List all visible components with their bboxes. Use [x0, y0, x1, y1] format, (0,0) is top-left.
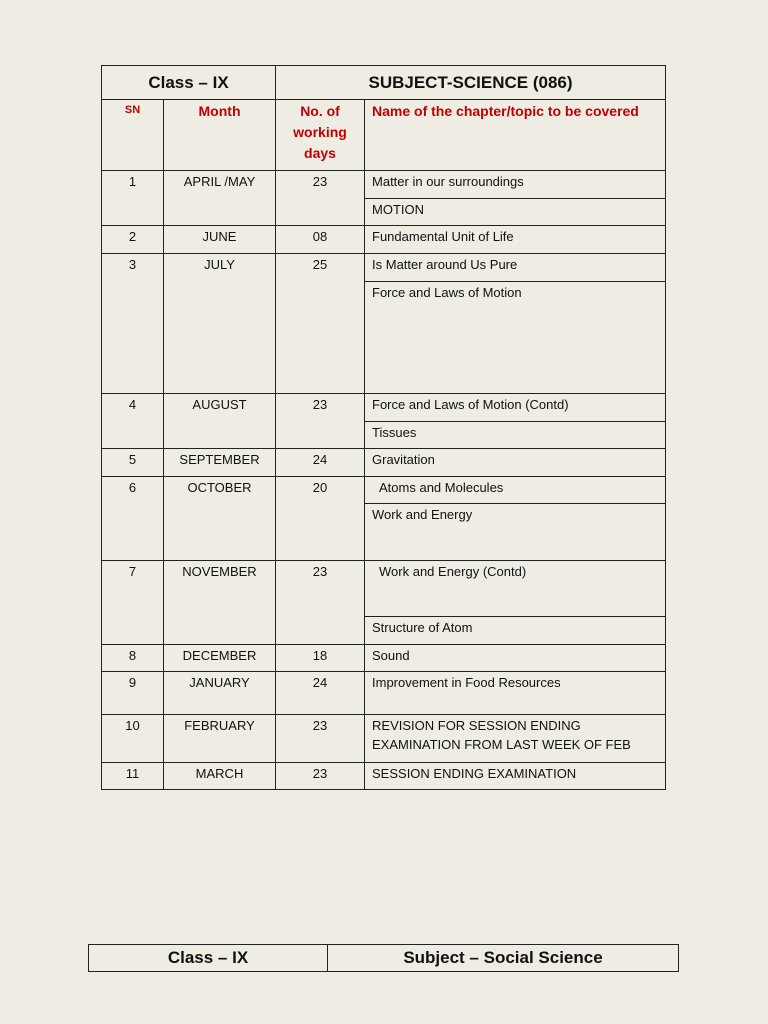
title-row: [102, 66, 666, 100]
table-row: [102, 171, 666, 199]
sn-cell: 10: [102, 715, 164, 763]
sn-cell: 3: [102, 254, 164, 394]
month-cell: JUNE: [164, 226, 276, 254]
sn-cell: 8: [102, 645, 164, 672]
days-cell: 20: [276, 477, 365, 561]
table-row: [102, 763, 666, 790]
month-cell: FEBRUARY: [164, 715, 276, 763]
days-cell: 23: [276, 561, 365, 645]
topic-cell: Improvement in Food Resources: [365, 672, 666, 715]
sn-cell: 7: [102, 561, 164, 645]
topic-cell: Structure of Atom: [365, 617, 666, 645]
social-science-table: [88, 944, 679, 972]
topic-cell: Force and Laws of Motion (Contd): [365, 394, 666, 422]
working-days-header: No. of working days: [276, 100, 365, 171]
month-header: Month: [164, 100, 276, 171]
sn-cell: 6: [102, 477, 164, 561]
class-title: Class – IX: [89, 945, 328, 972]
days-cell: 23: [276, 394, 365, 449]
sn-cell: 11: [102, 763, 164, 790]
topic-header: Name of the chapter/topic to be covered: [365, 100, 666, 171]
science-syllabus-table: [101, 65, 666, 790]
topic-cell: Matter in our surroundings: [365, 171, 666, 199]
topic-cell: Work and Energy (Contd): [365, 561, 666, 617]
topic-cell: SESSION ENDING EXAMINATION: [365, 763, 666, 790]
table-row: [102, 449, 666, 477]
days-cell: 23: [276, 763, 365, 790]
sn-cell: 2: [102, 226, 164, 254]
topic-cell: Gravitation: [365, 449, 666, 477]
days-cell: 18: [276, 645, 365, 672]
topic-cell: REVISION FOR SESSION ENDING EXAMINATION FROM LAST WEEK OF FEB: [365, 715, 666, 763]
sn-header: SN: [102, 100, 164, 171]
month-cell: OCTOBER: [164, 477, 276, 561]
table-row: [102, 672, 666, 715]
table-row: [102, 561, 666, 617]
title-row: [89, 945, 679, 972]
table-row: [102, 715, 666, 763]
table-row: [102, 226, 666, 254]
column-header-row: [102, 100, 666, 171]
topic-cell: Atoms and Molecules: [365, 477, 666, 504]
days-cell: 24: [276, 449, 365, 477]
topic-cell: Tissues: [365, 422, 666, 449]
days-cell: 08: [276, 226, 365, 254]
subject-title: Subject – Social Science: [328, 945, 679, 972]
month-cell: DECEMBER: [164, 645, 276, 672]
class-title: Class – IX: [102, 66, 276, 100]
days-cell: 24: [276, 672, 365, 715]
sn-cell: 4: [102, 394, 164, 449]
topic-cell: MOTION: [365, 199, 666, 226]
days-cell: 23: [276, 715, 365, 763]
table-row: [102, 254, 666, 282]
month-cell: SEPTEMBER: [164, 449, 276, 477]
days-cell: 25: [276, 254, 365, 394]
topic-cell: Is Matter around Us Pure: [365, 254, 666, 282]
days-cell: 23: [276, 171, 365, 226]
month-cell: AUGUST: [164, 394, 276, 449]
table-row: [102, 645, 666, 672]
topic-cell: Sound: [365, 645, 666, 672]
table-row: [102, 477, 666, 504]
month-cell: MARCH: [164, 763, 276, 790]
month-cell: NOVEMBER: [164, 561, 276, 645]
table-row: [102, 394, 666, 422]
sn-cell: 9: [102, 672, 164, 715]
month-cell: JULY: [164, 254, 276, 394]
month-cell: APRIL /MAY: [164, 171, 276, 226]
subject-title: SUBJECT-SCIENCE (086): [276, 66, 666, 100]
month-cell: JANUARY: [164, 672, 276, 715]
topic-cell: Force and Laws of Motion: [365, 282, 666, 394]
sn-cell: 1: [102, 171, 164, 226]
sn-cell: 5: [102, 449, 164, 477]
topic-cell: Work and Energy: [365, 504, 666, 561]
topic-cell: Fundamental Unit of Life: [365, 226, 666, 254]
